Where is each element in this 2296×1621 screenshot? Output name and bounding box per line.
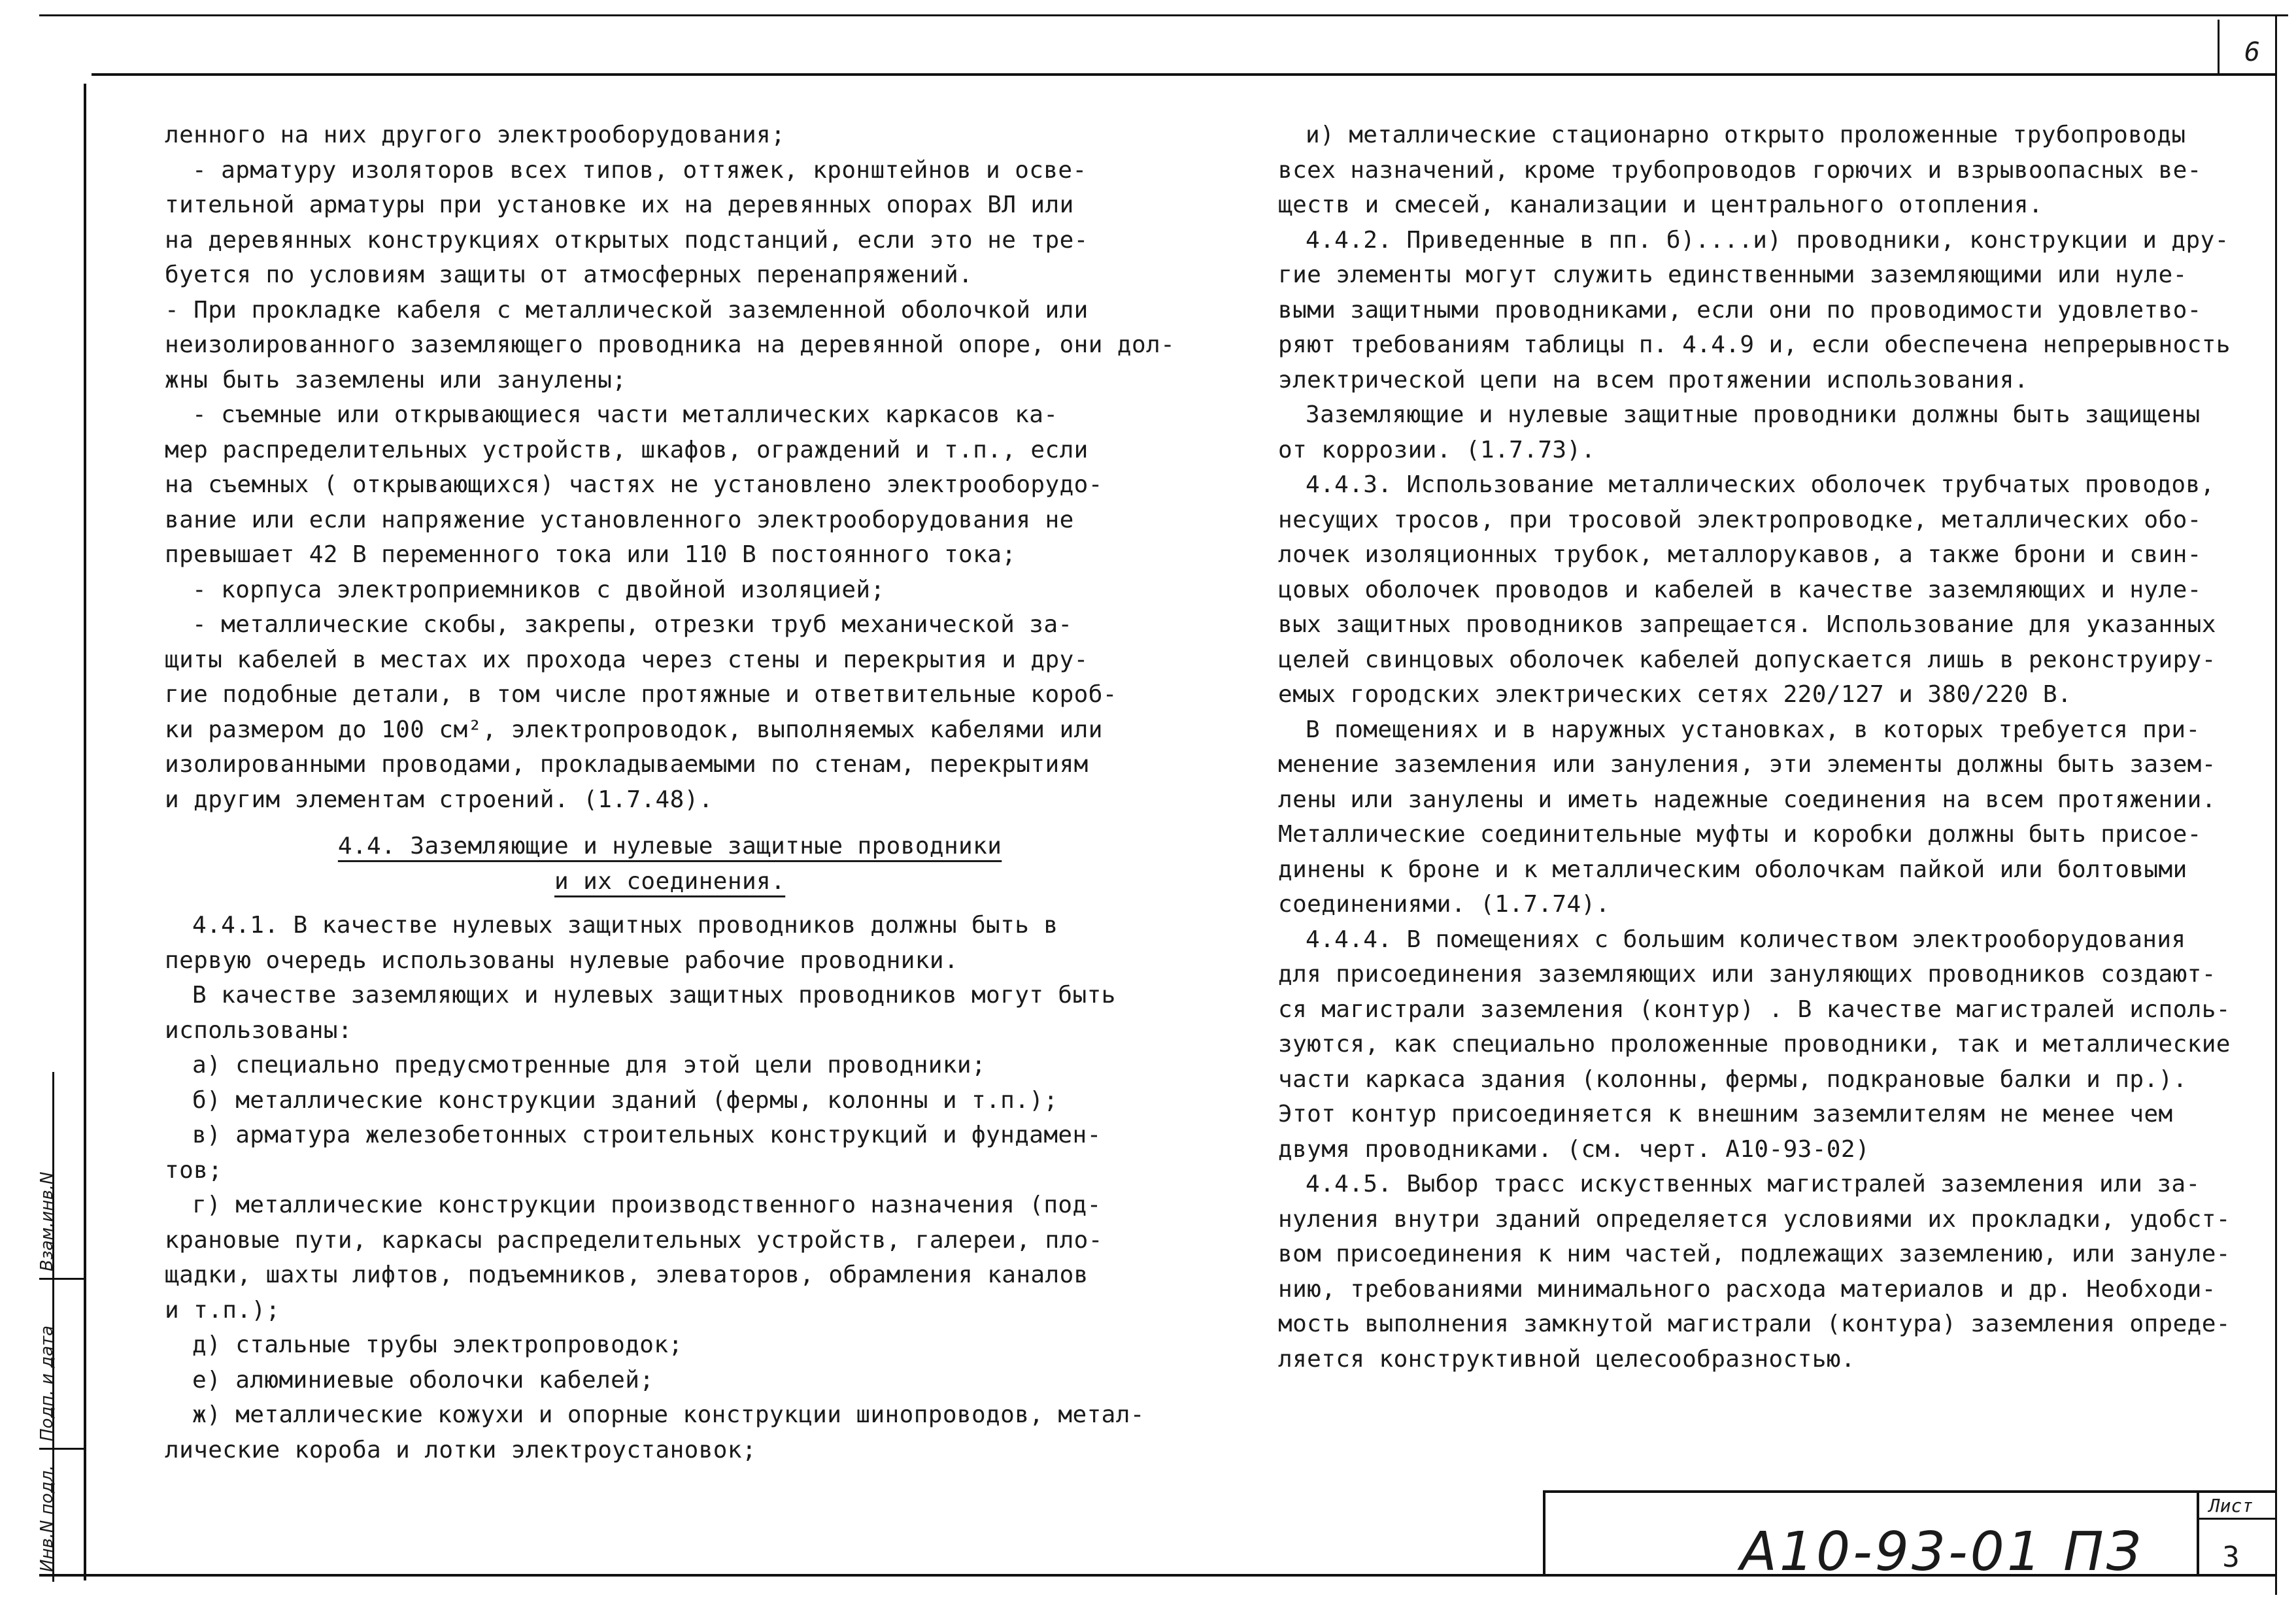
right-line: 4.4.3. Использование металлических оболочек трубчатых проводов, [1306, 471, 2215, 498]
frame-inner-top-line [92, 73, 2276, 76]
right-line: ряют требованиям таблицы п. 4.4.9 и, если обеспечена непрерывность [1278, 331, 2231, 358]
left-line: в) арматура железобетонных строительных конструкций и фундамен- [192, 1122, 1102, 1148]
right-line: ществ и смесей, канализации и центрального отопления. [1278, 192, 2043, 218]
right-line: для присоединения заземляющих или зануляющих проводников создают- [1278, 961, 2216, 988]
left-line: 4.4.1. В качестве нулевых защитных проводников должны быть в [192, 912, 1058, 939]
left-line: буется по условиям защиты от атмосферных перенапряжений. [165, 261, 973, 288]
sheet-label: Лист [2208, 1495, 2254, 1516]
right-line: гие элементы могут служить единственными заземляющими или нуле- [1278, 261, 2187, 288]
right-line: 4.4.2. Приведенные в пп. б)....и) проводники, конструкции и дру- [1306, 226, 2229, 254]
left-line: ки размером до 100 см², электропроводок, выполняемых кабелями или [165, 716, 1103, 743]
left-line: ж) металлические кожухи и опорные конструкции шинопроводов, метал- [192, 1401, 1145, 1428]
left-line: на деревянных конструкциях открытых подстанций, если это не тре- [165, 226, 1089, 254]
left-line: неизолированного заземляющего проводника на деревянной опоре, они дол- [165, 331, 1175, 358]
left-line: - арматуру изоляторов всех типов, оттяжек, кронштейнов и осве- [192, 156, 1087, 184]
sheet-top-number: 6 [2244, 37, 2261, 67]
left-line: - металлические скобы, закрепы, отрезки труб механической за- [192, 611, 1073, 638]
left-line: е) алюминиевые оболочки кабелей; [192, 1366, 654, 1394]
left-line: мер распределительных устройств, шкафов, ограждений и т.п., если [165, 436, 1089, 463]
document-code: А10-93-01 ПЗ [1740, 1521, 2144, 1583]
left-line: гие подобные детали, в том числе протяжные и ответвительные короб- [165, 681, 1117, 708]
left-line: - съемные или открывающиеся части металлических каркасов ка- [192, 401, 1058, 428]
right-line: 4.4.5. Выбор трасс искуственных магистралей заземления или за- [1306, 1171, 2201, 1197]
right-line: цовых оболочек проводов и кабелей в качестве заземляющих и нуле- [1278, 576, 2202, 603]
right-line: В помещениях и в наружных установках, в которых требуется при- [1306, 716, 2201, 743]
right-line: Заземляющие и нулевые защитные проводники должны быть защищены [1306, 401, 2201, 428]
left-column [165, 118, 1175, 1467]
left-line: вание или если напряжение установленного электрооборудования не [165, 506, 1074, 533]
right-line: 4.4.4. В помещениях с большим количеством электрооборудования [1306, 926, 2186, 953]
left-line: и т.п.); [165, 1296, 280, 1324]
side-stamp-inv-original: Инв.N подл. [37, 1465, 57, 1572]
right-line: вых защитных проводников запрещается. Использование для указанных [1278, 611, 2216, 638]
sheet-number: 3 [2222, 1541, 2240, 1574]
right-line: лены или занулены и иметь надежные соединения на всем протяжении. [1278, 786, 2216, 813]
left-line: щадки, шахты лифтов, подъемников, элеваторов, обрамления каналов [165, 1262, 1089, 1288]
left-line: тов; [165, 1156, 223, 1184]
right-line: емых городских электрических сетях 220/127 и 380/220 В. [1278, 681, 2072, 708]
side-stamp-divider-1 [39, 1278, 85, 1280]
left-line: жны быть заземлены или занулены; [165, 366, 627, 393]
left-line: щиты кабелей в местах их прохода через стены и перекрытия и дру- [165, 646, 1089, 673]
frame-top-line [39, 14, 2288, 16]
left-line: ленного на них другого электрооборудования; [165, 122, 786, 148]
stamp-left-line [1543, 1490, 1545, 1575]
section-heading-line1: 4.4. Заземляющие и нулевые защитные проводники [337, 833, 1002, 860]
left-line: первую очередь использованы нулевые рабочие проводники. [165, 946, 959, 974]
left-line: - При прокладке кабеля с металлической заземленной оболочкой или [165, 296, 1089, 324]
right-line: Этот контур присоединяется к внешним заземлителям не менее чем [1278, 1101, 2173, 1128]
side-stamp-signature-date: Подп. и дата [37, 1325, 57, 1441]
right-line: менение заземления или зануления, эти элементы должны быть зазем- [1278, 751, 2216, 778]
right-line: ся магистрали заземления (контур) . В качестве магистралей исполь- [1278, 995, 2231, 1023]
right-line: и) металлические стационарно открыто проложенные трубопроводы [1306, 122, 2186, 148]
section-heading-line2: и их соединения. [554, 867, 786, 895]
left-line: а) специально предусмотренные для этой цели проводники; [192, 1052, 987, 1078]
left-line: использованы: [165, 1016, 352, 1044]
frame-sheet-box-left [2218, 20, 2220, 76]
right-line: всех назначений, кроме трубопроводов горючих и взрывоопасных ве- [1278, 156, 2202, 184]
right-line: несущих тросов, при тросовой электропроводке, металлических обо- [1278, 506, 2202, 533]
right-line: вом присоединения к ним частей, подлежащих заземлению, или зануле- [1278, 1241, 2231, 1267]
side-stamp-divider-2 [39, 1448, 85, 1450]
left-line: В качестве заземляющих и нулевых защитных проводников могут быть [192, 982, 1116, 1009]
left-line: превышает 42 В переменного тока или 110 В постоянного тока; [165, 541, 1017, 568]
stamp-top-line [1543, 1490, 2276, 1493]
left-line: тительной арматуры при установке их на деревянных опорах ВЛ или [165, 192, 1074, 218]
right-line: динены к броне и к металлическим оболочкам пайкой или болтовыми [1278, 856, 2187, 883]
left-line: д) стальные трубы электропроводок; [192, 1331, 683, 1358]
right-line: зуются, как специально проложенные проводники, так и металлические [1278, 1031, 2231, 1058]
side-stamp-replaced-inv: Взам.инв.N [37, 1171, 57, 1271]
right-line: соединениями. (1.7.74). [1278, 891, 1610, 918]
frame-right-line [2275, 14, 2277, 1595]
left-line: крановые пути, каркасы распределительных устройств, галереи, пло- [165, 1226, 1103, 1254]
right-column [1278, 118, 2231, 1377]
left-line: - корпуса электроприемников с двойной изоляцией; [192, 576, 885, 603]
right-line: от коррозии. (1.7.73). [1278, 436, 1596, 463]
right-line: лочек изоляционных трубок, металлорукавов, а также брони и свин- [1278, 541, 2202, 568]
right-line: выми защитными проводниками, если они по проводимости удовлетво- [1278, 296, 2202, 324]
right-line: ляется конструктивной целесообразностью. [1278, 1345, 1855, 1373]
right-line: нуления внутри зданий определяется условиями их прокладки, удобст- [1278, 1205, 2231, 1233]
left-line: г) металлические конструкции производственного назначения (под- [192, 1192, 1102, 1218]
frame-left-line [84, 84, 86, 1580]
left-line: на съемных ( открывающихся) частях не установлено электрооборудо- [165, 471, 1103, 498]
right-line: целей свинцовых оболочек кабелей допускается лишь в реконструиру- [1278, 646, 2216, 673]
right-line: части каркаса здания (колонны, фермы, подкрановые балки и пр.). [1278, 1065, 2187, 1093]
right-line: мость выполнения замкнутой магистрали (контура) заземления опреде- [1278, 1311, 2231, 1337]
left-line: и другим элементам строений. (1.7.48). [165, 786, 713, 813]
left-line: изолированными проводами, прокладываемыми по стенам, перекрытиям [165, 751, 1089, 778]
right-line: нию, требованиями минимального расхода материалов и др. Необходи- [1278, 1275, 2216, 1303]
right-line: двумя проводниками. (см. черт. А10-93-02) [1278, 1135, 1870, 1163]
right-line: электрической цепи на всем протяжении использования. [1278, 366, 2029, 393]
right-line: Металлические соединительные муфты и коробки должны быть присое- [1278, 821, 2202, 848]
left-line: б) металлические конструкции зданий (фермы, колонны и т.п.); [192, 1086, 1058, 1114]
left-line: лические короба и лотки электроустановок; [165, 1436, 757, 1463]
